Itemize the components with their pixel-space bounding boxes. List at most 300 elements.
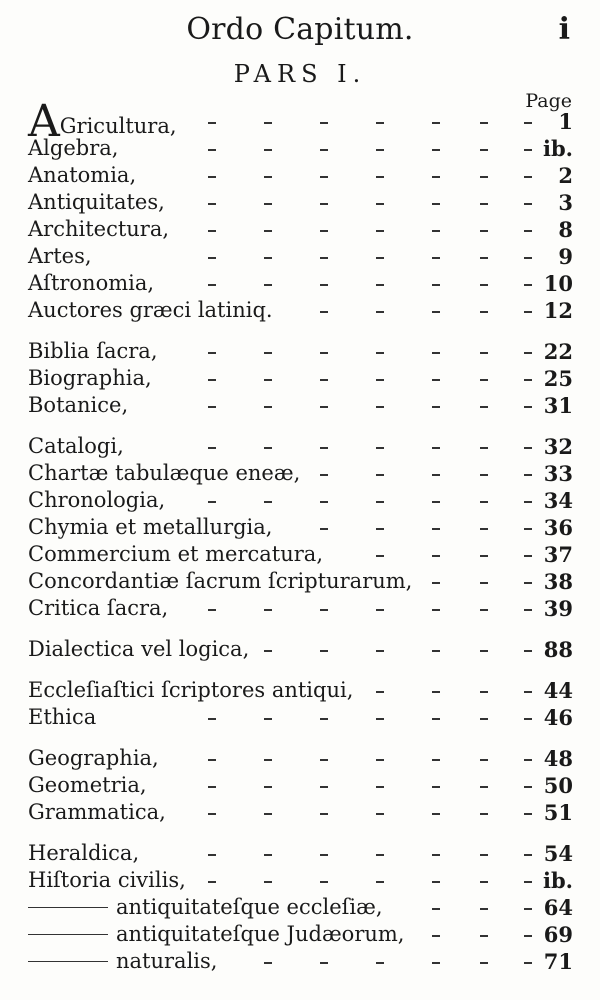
leader-dash: [320, 447, 328, 449]
leader-dash: [480, 528, 488, 530]
entry-page: 31: [543, 393, 573, 418]
index-entry: [28, 135, 573, 162]
entry-page: 10: [543, 271, 573, 296]
leader-dash: [480, 122, 488, 124]
leader-dash: [376, 854, 384, 856]
leader-dash: [264, 122, 272, 124]
entry-label: [28, 921, 404, 948]
leader-dash: [524, 447, 532, 449]
entry-page: 22: [543, 339, 573, 364]
leader-dash: [480, 406, 488, 408]
index-entry: [28, 487, 573, 514]
ditto-rule: [28, 961, 108, 962]
index-entry: [28, 270, 573, 297]
leader-dash: [208, 501, 216, 503]
leader-dash: [524, 257, 532, 259]
entry-text: Concordantiæ ſacrum ſcripturarum,: [28, 569, 413, 593]
leader-dash: [524, 786, 532, 788]
leader-dash: [376, 650, 384, 652]
leader-dash: [376, 881, 384, 883]
entry-page: 8: [558, 217, 573, 242]
leader-dash: [208, 352, 216, 354]
leader-dash: [480, 555, 488, 557]
entry-label: [28, 189, 165, 216]
leader-dash: [432, 203, 440, 205]
leader-dash: [376, 786, 384, 788]
leader-dash: [376, 962, 384, 964]
leader-dash: [208, 379, 216, 381]
leader-dash: [264, 718, 272, 720]
entry-page: 37: [543, 542, 573, 567]
leader-dash: [208, 122, 216, 124]
leader-dash: [320, 650, 328, 652]
leader-dash: [480, 582, 488, 584]
entry-page: 9: [558, 244, 573, 269]
leader-dash: [432, 609, 440, 611]
index-entry: [28, 921, 573, 948]
entry-label: [28, 799, 166, 826]
leader-dash: [432, 786, 440, 788]
leader-dash: [480, 881, 488, 883]
leader-dash: [320, 203, 328, 205]
entry-label: [28, 867, 186, 894]
leader-dash: [432, 555, 440, 557]
leader-dash: [208, 881, 216, 883]
index-entry: [28, 541, 573, 568]
leader-dash: [480, 935, 488, 937]
entry-text: Gricultura,: [59, 114, 177, 138]
leader-dash: [480, 501, 488, 503]
leader-dash: [320, 176, 328, 178]
entry-text: Heraldica,: [28, 841, 140, 865]
leader-dash: [376, 122, 384, 124]
page-column-header: Page: [525, 90, 572, 112]
index-entry: [28, 894, 573, 921]
leader-dash: [208, 447, 216, 449]
entry-label: [28, 541, 323, 568]
leader-dash: [432, 854, 440, 856]
leader-dash: [320, 528, 328, 530]
index-entry: [28, 460, 573, 487]
group-gap: [28, 622, 573, 636]
entry-label: [28, 948, 217, 975]
entry-label: [28, 568, 412, 595]
leader-dash: [432, 935, 440, 937]
entry-label: [28, 243, 92, 270]
leader-dash: [480, 609, 488, 611]
leader-dash: [432, 379, 440, 381]
entry-label: [28, 840, 139, 867]
leader-dash: [376, 759, 384, 761]
group-gap: [28, 663, 573, 677]
leader-dash: [524, 379, 532, 381]
leader-dash: [376, 474, 384, 476]
entry-label: [28, 772, 147, 799]
leader-dash: [320, 352, 328, 354]
entry-label: [28, 894, 383, 921]
entry-label: [28, 135, 118, 162]
leader-dash: [264, 759, 272, 761]
index-entry: [28, 189, 573, 216]
entry-label: [28, 636, 249, 663]
index-entry: [28, 745, 573, 772]
leader-dash: [376, 284, 384, 286]
index-entry: [28, 636, 573, 663]
leader-dash: [320, 284, 328, 286]
leader-dash: [264, 203, 272, 205]
leader-dash: [524, 718, 532, 720]
index-entry: [28, 948, 573, 975]
leader-dash: [524, 501, 532, 503]
entry-text: Geographia,: [28, 746, 159, 770]
index-entry: [28, 365, 573, 392]
leader-dash: [524, 962, 532, 964]
leader-dash: [320, 474, 328, 476]
leader-dash: [524, 650, 532, 652]
leader-dash: [524, 935, 532, 937]
entry-label: [28, 338, 158, 365]
leader-dash: [432, 650, 440, 652]
entry-text: Artes,: [28, 244, 92, 268]
leader-dash: [264, 813, 272, 815]
leader-dash: [524, 149, 532, 151]
leader-dash: [432, 501, 440, 503]
leader-dash: [524, 203, 532, 205]
entry-text: Dialectica vel logica,: [28, 637, 250, 661]
entry-page: 36: [543, 515, 573, 540]
entry-label: [28, 595, 168, 622]
entry-page: 64: [543, 895, 573, 920]
leader-dash: [376, 718, 384, 720]
entry-text: Hiſtoria civilis,: [28, 868, 186, 892]
entry-text: Aſtronomia,: [28, 271, 155, 295]
entry-text: antiquitateſque eccleſiæ,: [116, 895, 383, 919]
leader-dash: [524, 176, 532, 178]
index-entry: [28, 433, 573, 460]
index-entry: [28, 677, 573, 704]
leader-dash: [376, 406, 384, 408]
index-entry: [28, 840, 573, 867]
leader-dash: [524, 908, 532, 910]
entry-label: [28, 216, 169, 243]
leader-dash: [208, 230, 216, 232]
leader-dash: [208, 759, 216, 761]
entry-text: Grammatica,: [28, 800, 166, 824]
index-entry: [28, 392, 573, 419]
leader-dash: [264, 284, 272, 286]
leader-dash: [320, 257, 328, 259]
index-entry: [28, 772, 573, 799]
entry-label: [28, 704, 96, 731]
entry-page: 48: [543, 746, 573, 771]
leader-dash: [320, 854, 328, 856]
leader-dash: [480, 230, 488, 232]
group-gap: [28, 419, 573, 433]
leader-dash: [524, 528, 532, 530]
leader-dash: [320, 149, 328, 151]
leader-dashes: [28, 243, 573, 270]
entry-text: Chymia et metallurgia,: [28, 515, 273, 539]
index-entry: [28, 568, 573, 595]
leader-dash: [432, 813, 440, 815]
leader-dash: [480, 176, 488, 178]
leader-dash: [432, 406, 440, 408]
entry-label: [28, 365, 152, 392]
index-entry: [28, 595, 573, 622]
index-entry: [28, 704, 573, 731]
leader-dash: [480, 786, 488, 788]
leader-dash: [480, 908, 488, 910]
leader-dash: [480, 474, 488, 476]
entry-page: 39: [543, 596, 573, 621]
leader-dash: [264, 854, 272, 856]
leader-dash: [320, 379, 328, 381]
leader-dash: [320, 609, 328, 611]
leader-dash: [376, 230, 384, 232]
entry-page: 38: [543, 569, 573, 594]
leader-dash: [376, 555, 384, 557]
index-entry: [28, 514, 573, 541]
entry-label: [28, 270, 154, 297]
entry-text: Eccleſiaſtici ſcriptores antiqui,: [28, 678, 354, 702]
page-number: i: [558, 12, 570, 47]
leader-dash: [376, 352, 384, 354]
leader-dash: [208, 284, 216, 286]
entry-label: [28, 514, 272, 541]
leader-dash: [480, 203, 488, 205]
leader-dash: [480, 379, 488, 381]
entry-page: ib.: [543, 136, 573, 161]
leader-dash: [432, 352, 440, 354]
entry-text: Biographia,: [28, 366, 152, 390]
leader-dash: [376, 813, 384, 815]
leader-dash: [376, 691, 384, 693]
entry-text: naturalis,: [116, 949, 218, 973]
entry-page: 33: [543, 461, 573, 486]
leader-dash: [480, 962, 488, 964]
leader-dash: [524, 813, 532, 815]
entry-label: [28, 677, 353, 704]
entry-page: ib.: [543, 868, 573, 893]
leader-dash: [524, 284, 532, 286]
entry-text: Geometria,: [28, 773, 147, 797]
entry-page: 44: [543, 678, 573, 703]
leader-dash: [320, 718, 328, 720]
leader-dash: [432, 122, 440, 124]
entry-page: 34: [543, 488, 573, 513]
leader-dash: [432, 176, 440, 178]
leader-dash: [320, 759, 328, 761]
leader-dash: [320, 881, 328, 883]
entry-page: 1: [558, 109, 573, 134]
leader-dash: [320, 406, 328, 408]
leader-dash: [432, 257, 440, 259]
leader-dash: [320, 501, 328, 503]
entry-label: [28, 297, 273, 324]
leader-dash: [524, 352, 532, 354]
leader-dash: [432, 311, 440, 313]
entry-text: Anatomia,: [28, 163, 137, 187]
leader-dash: [480, 759, 488, 761]
leader-dash: [264, 352, 272, 354]
index-entry: [28, 297, 573, 324]
leader-dash: [432, 230, 440, 232]
leader-dash: [208, 813, 216, 815]
ditto-rule: [28, 907, 108, 908]
leader-dash: [264, 257, 272, 259]
leader-dash: [264, 650, 272, 652]
leader-dash: [432, 528, 440, 530]
leader-dash: [480, 284, 488, 286]
leader-dash: [376, 447, 384, 449]
entry-page: 3: [558, 190, 573, 215]
entry-page: 12: [543, 298, 573, 323]
entry-page: 32: [543, 434, 573, 459]
leader-dash: [524, 854, 532, 856]
leader-dash: [264, 176, 272, 178]
leader-dash: [524, 122, 532, 124]
leader-dash: [376, 528, 384, 530]
leader-dash: [524, 555, 532, 557]
entry-page: 25: [543, 366, 573, 391]
group-gap: [28, 826, 573, 840]
leader-dash: [264, 609, 272, 611]
leader-dash: [208, 149, 216, 151]
leader-dash: [480, 718, 488, 720]
leader-dashes: [28, 704, 573, 731]
leader-dash: [320, 962, 328, 964]
leader-dash: [320, 786, 328, 788]
entry-text: Commercium et mercatura,: [28, 542, 323, 566]
entry-label: [28, 460, 300, 487]
leader-dash: [480, 352, 488, 354]
index-entry: [28, 867, 573, 894]
leader-dash: [264, 149, 272, 151]
leader-dash: [524, 582, 532, 584]
leader-dash: [208, 609, 216, 611]
leader-dash: [524, 691, 532, 693]
entry-text: Critica ſacra,: [28, 596, 169, 620]
entry-text: Ethica: [28, 705, 97, 729]
leader-dash: [208, 176, 216, 178]
leader-dash: [376, 203, 384, 205]
leader-dash: [432, 881, 440, 883]
entry-label: [28, 433, 124, 460]
leader-dash: [524, 311, 532, 313]
entry-label: [28, 162, 136, 189]
leader-dash: [432, 759, 440, 761]
initial-letter: A: [28, 96, 60, 147]
entry-page: 88: [543, 637, 573, 662]
leader-dash: [432, 284, 440, 286]
leader-dash: [480, 813, 488, 815]
entry-label: [28, 487, 165, 514]
leader-dash: [524, 759, 532, 761]
leader-dash: [264, 881, 272, 883]
entry-text: antiquitateſque Judæorum,: [116, 922, 405, 946]
leader-dash: [524, 881, 532, 883]
leader-dash: [480, 650, 488, 652]
leader-dash: [432, 718, 440, 720]
leader-dash: [208, 203, 216, 205]
leader-dash: [480, 691, 488, 693]
leader-dash: [320, 230, 328, 232]
leader-dash: [480, 854, 488, 856]
leader-dash: [376, 501, 384, 503]
leader-dash: [524, 609, 532, 611]
leader-dash: [524, 230, 532, 232]
index-entry: [28, 243, 573, 270]
entry-text: Auctores græci latiniq.: [28, 298, 273, 322]
entry-page: 69: [543, 922, 573, 947]
leader-dash: [376, 149, 384, 151]
entry-text: Chronologia,: [28, 488, 166, 512]
entry-text: Botanice,: [28, 393, 129, 417]
leader-dash: [264, 379, 272, 381]
leader-dash: [208, 406, 216, 408]
leader-dash: [432, 691, 440, 693]
leader-dash: [432, 908, 440, 910]
group-gap: [28, 324, 573, 338]
leader-dash: [320, 311, 328, 313]
entry-page: 71: [543, 949, 573, 974]
leader-dash: [264, 230, 272, 232]
index-entry: [28, 799, 573, 826]
entry-label: [28, 392, 128, 419]
leader-dash: [432, 962, 440, 964]
entry-page: 50: [543, 773, 573, 798]
leader-dash: [524, 474, 532, 476]
leader-dash: [320, 122, 328, 124]
group-gap: [28, 731, 573, 745]
leader-dash: [432, 582, 440, 584]
leader-dash: [432, 447, 440, 449]
index-entry: [28, 216, 573, 243]
entry-page: 51: [543, 800, 573, 825]
leader-dash: [208, 718, 216, 720]
leader-dash: [480, 149, 488, 151]
entry-page: 54: [543, 841, 573, 866]
leader-dash: [432, 149, 440, 151]
leader-dash: [432, 474, 440, 476]
entry-text: Biblia ſacra,: [28, 339, 158, 363]
leader-dash: [208, 257, 216, 259]
index-entry: [28, 162, 573, 189]
entry-page: 2: [558, 163, 573, 188]
entry-text: Algebra,: [28, 136, 119, 160]
leader-dash: [376, 379, 384, 381]
entry-text: Antiquitates,: [28, 190, 165, 214]
entry-label: [28, 745, 159, 772]
leader-dash: [524, 406, 532, 408]
leader-dash: [264, 447, 272, 449]
section-title: PARS I.: [233, 60, 367, 88]
leader-dash: [480, 311, 488, 313]
entry-page: 46: [543, 705, 573, 730]
leader-dash: [376, 257, 384, 259]
entry-text: Catalogi,: [28, 434, 124, 458]
ditto-rule: [28, 934, 108, 935]
leader-dash: [480, 257, 488, 259]
page-title: Ordo Capitum.: [186, 12, 414, 47]
leader-dash: [376, 176, 384, 178]
leader-dash: [264, 786, 272, 788]
leader-dash: [376, 609, 384, 611]
leader-dash: [264, 406, 272, 408]
leader-dash: [264, 501, 272, 503]
leader-dash: [376, 311, 384, 313]
leader-dash: [320, 813, 328, 815]
